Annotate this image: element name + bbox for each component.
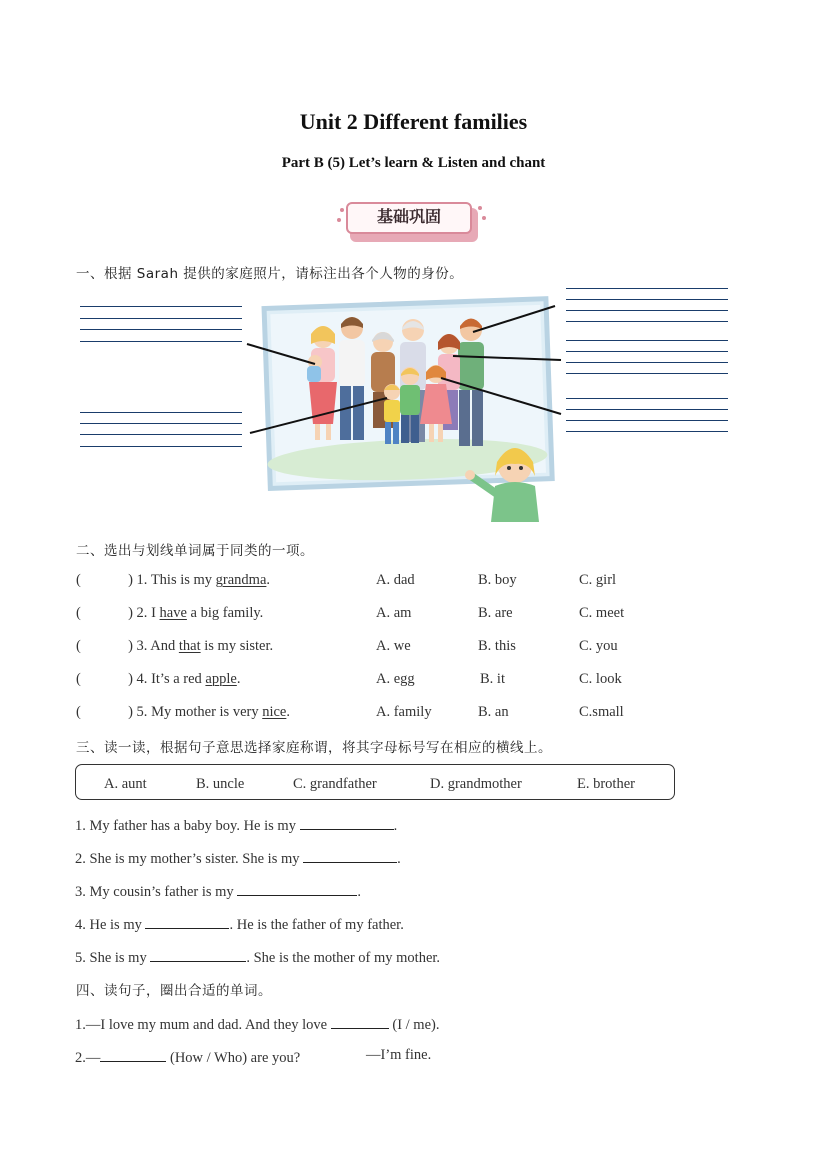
badge-dot <box>478 206 482 210</box>
option-c: C. meet <box>579 605 625 621</box>
question-row: ( ) 3. And that is my sister. <box>76 638 274 654</box>
option-b: B. an <box>478 704 509 720</box>
question-row: ( ) 2. I have a big family. <box>76 605 264 621</box>
answer-line[interactable] <box>80 412 242 413</box>
answer-line[interactable] <box>566 340 728 341</box>
section1-heading: 一、根据 Sarah 提供的家庭照片，请标注出各个人物的身份。 <box>76 266 464 282</box>
answer-line[interactable] <box>566 420 728 421</box>
option-c: C. look <box>579 671 622 687</box>
fill-blank[interactable] <box>150 947 246 962</box>
option-b: B. this <box>478 638 516 654</box>
option-b: B. boy <box>478 572 517 588</box>
option-c: C. you <box>579 638 618 654</box>
answer-line[interactable] <box>80 318 242 319</box>
option-b: B. are <box>478 605 513 621</box>
section-badge <box>346 200 480 244</box>
answer-line[interactable] <box>80 341 242 342</box>
fill-item: 2. She is my mother’s sister. She is my . <box>75 848 401 868</box>
badge-dot <box>337 218 341 222</box>
badge-dot <box>340 208 344 212</box>
word-bank-option: B. uncle <box>196 776 245 792</box>
question-row: ( ) 1. This is my grandma. <box>76 572 271 588</box>
page-subtitle: Part B (5) Let’s learn & Listen and chant <box>281 155 546 171</box>
answer-line[interactable] <box>566 373 728 374</box>
option-a: A. family <box>376 704 432 720</box>
page-title: Unit 2 Different families <box>299 109 528 134</box>
word-bank-option: A. aunt <box>104 776 147 792</box>
answer-line[interactable] <box>566 310 728 311</box>
fill-item: 3. My cousin’s father is my . <box>75 881 361 901</box>
option-a: A. dad <box>376 572 415 588</box>
fill-item: 4. He is my . He is the father of my father. <box>75 914 404 934</box>
answer-line[interactable] <box>566 321 728 322</box>
badge-label: 基础巩固 <box>346 202 472 234</box>
word-bank-option: D. grandmother <box>430 776 522 792</box>
fill-blank[interactable] <box>237 881 357 896</box>
answer-line[interactable] <box>566 299 728 300</box>
family-photo <box>245 290 567 522</box>
answer-line[interactable] <box>80 434 242 435</box>
fill-item: 1. My father has a baby boy. He is my . <box>75 815 397 835</box>
question-row: ( ) 4. It’s a red apple. <box>76 671 241 687</box>
option-b: B. it <box>480 671 505 687</box>
section3-heading: 三、读一读，根据句子意思选择家庭称谓，将其字母标号写在相应的横线上。 <box>76 740 552 756</box>
fill-blank[interactable] <box>300 815 394 830</box>
fill-blank[interactable] <box>100 1047 166 1062</box>
section2-heading: 二、选出与划线单词属于同类的一项。 <box>76 543 314 559</box>
question-row: ( ) 5. My mother is very nice. <box>76 704 290 720</box>
answer-line[interactable] <box>566 351 728 352</box>
word-bank-option: E. brother <box>577 776 635 792</box>
answer-line[interactable] <box>566 288 728 289</box>
option-a: A. egg <box>376 671 415 687</box>
circle-item: 1.—I love my mum and dad. And they love (I / me). <box>75 1014 439 1034</box>
section4-heading: 四、读句子，圈出合适的单词。 <box>76 983 272 999</box>
option-a: A. we <box>376 638 411 654</box>
option-c: C.small <box>579 704 624 720</box>
option-c: C. girl <box>579 572 617 588</box>
answer-line[interactable] <box>80 306 242 307</box>
fill-blank[interactable] <box>145 914 229 929</box>
answer-line[interactable] <box>566 362 728 363</box>
fill-item: 5. She is my . She is the mother of my mother. <box>75 947 440 967</box>
circle-item-reply: —I’m fine. <box>366 1047 432 1063</box>
circle-item: 2.— (How / Who) are you? <box>75 1047 300 1067</box>
answer-line[interactable] <box>80 329 242 330</box>
fill-blank[interactable] <box>331 1014 389 1029</box>
answer-line[interactable] <box>80 446 242 447</box>
badge-dot <box>482 216 486 220</box>
fill-blank[interactable] <box>303 848 397 863</box>
answer-line[interactable] <box>80 423 242 424</box>
answer-line[interactable] <box>566 398 728 399</box>
word-bank-option: C. grandfather <box>293 776 377 792</box>
answer-line[interactable] <box>566 409 728 410</box>
option-a: A. am <box>376 605 412 621</box>
answer-line[interactable] <box>566 431 728 432</box>
